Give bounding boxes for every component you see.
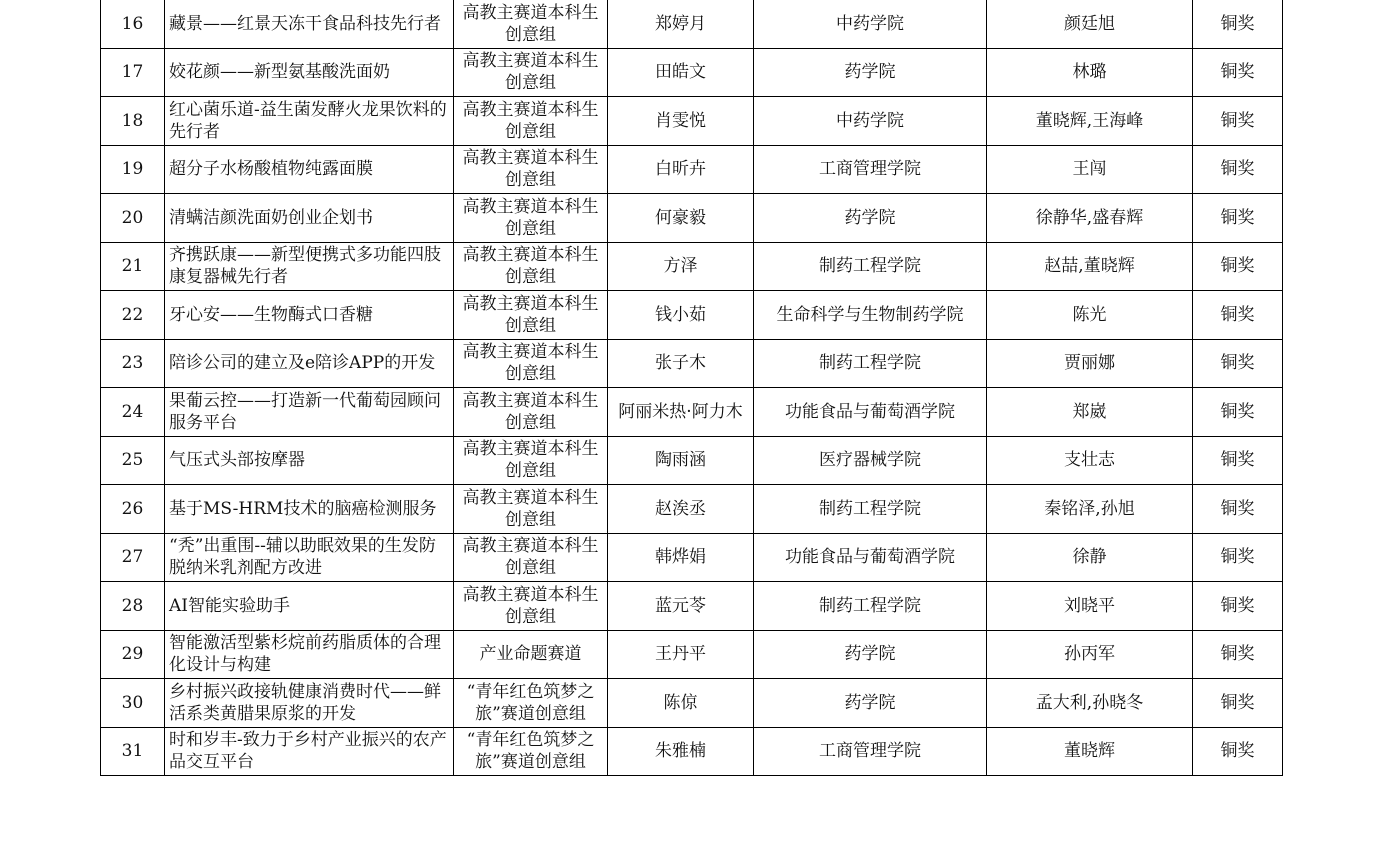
college-name: 制药工程学院 — [754, 582, 987, 631]
row-number: 26 — [101, 485, 165, 534]
row-number: 24 — [101, 388, 165, 437]
college-name: 药学院 — [754, 48, 987, 97]
table-row — [101, 97, 1283, 146]
competition-track: 高教主赛道本科生创意组 — [454, 533, 608, 582]
competition-track: 高教主赛道本科生创意组 — [454, 48, 608, 97]
student-name: 陈倞 — [608, 679, 754, 728]
table-row — [101, 679, 1283, 728]
project-name: 清螨洁颜洗面奶创业企划书 — [165, 194, 454, 243]
competition-track: 高教主赛道本科生创意组 — [454, 485, 608, 534]
advisor-names: 董晓辉,王海峰 — [987, 97, 1193, 146]
row-number: 29 — [101, 630, 165, 679]
advisor-names: 徐静华,盛春辉 — [987, 194, 1193, 243]
award-level: 铜奖 — [1193, 48, 1283, 97]
advisor-names: 孙丙军 — [987, 630, 1193, 679]
advisor-names: 颜廷旭 — [987, 0, 1193, 48]
row-number: 22 — [101, 291, 165, 340]
student-name: 阿丽米热·阿力木 — [608, 388, 754, 437]
table-row — [101, 485, 1283, 534]
award-level: 铜奖 — [1193, 533, 1283, 582]
table-row — [101, 339, 1283, 388]
college-name: 中药学院 — [754, 0, 987, 48]
award-level: 铜奖 — [1193, 97, 1283, 146]
student-name: 王丹平 — [608, 630, 754, 679]
project-name: 乡村振兴政接轨健康消费时代——鲜活系类黄腊果原浆的开发 — [165, 679, 454, 728]
advisor-names: 郑崴 — [987, 388, 1193, 437]
student-name: 田皓文 — [608, 48, 754, 97]
project-name: 陪诊公司的建立及e陪诊APP的开发 — [165, 339, 454, 388]
row-number: 19 — [101, 145, 165, 194]
project-name: 藏景——红景天冻干食品科技先行者 — [165, 0, 454, 48]
advisor-names: 徐静 — [987, 533, 1193, 582]
college-name: 医疗器械学院 — [754, 436, 987, 485]
student-name: 朱雅楠 — [608, 727, 754, 776]
award-level: 铜奖 — [1193, 242, 1283, 291]
student-name: 郑婷月 — [608, 0, 754, 48]
table-row — [101, 533, 1283, 582]
competition-track: 高教主赛道本科生创意组 — [454, 388, 608, 437]
row-number: 27 — [101, 533, 165, 582]
student-name: 陶雨涵 — [608, 436, 754, 485]
student-name: 钱小茹 — [608, 291, 754, 340]
project-name: 牙心安——生物酶式口香糖 — [165, 291, 454, 340]
award-level: 铜奖 — [1193, 145, 1283, 194]
row-number: 20 — [101, 194, 165, 243]
row-number: 31 — [101, 727, 165, 776]
advisor-names: 孟大利,孙晓冬 — [987, 679, 1193, 728]
row-number: 25 — [101, 436, 165, 485]
table-row — [101, 242, 1283, 291]
table-row — [101, 630, 1283, 679]
table-row — [101, 0, 1283, 48]
award-table — [100, 0, 1283, 776]
award-level: 铜奖 — [1193, 485, 1283, 534]
project-name: 时和岁丰-致力于乡村产业振兴的农产品交互平台 — [165, 727, 454, 776]
student-name: 方泽 — [608, 242, 754, 291]
table-row — [101, 194, 1283, 243]
project-name: 智能激活型紫杉烷前药脂质体的合理化设计与构建 — [165, 630, 454, 679]
advisor-names: 支壮志 — [987, 436, 1193, 485]
college-name: 中药学院 — [754, 97, 987, 146]
project-name: 齐携跃康——新型便携式多功能四肢康复器械先行者 — [165, 242, 454, 291]
college-name: 功能食品与葡萄酒学院 — [754, 533, 987, 582]
competition-track: 产业命题赛道 — [454, 630, 608, 679]
student-name: 肖雯悦 — [608, 97, 754, 146]
college-name: 功能食品与葡萄酒学院 — [754, 388, 987, 437]
table-row — [101, 48, 1283, 97]
project-name: 基于MS-HRM技术的脑癌检测服务 — [165, 485, 454, 534]
college-name: 工商管理学院 — [754, 145, 987, 194]
competition-track: 高教主赛道本科生创意组 — [454, 194, 608, 243]
project-name: 姣花颜——新型氨基酸洗面奶 — [165, 48, 454, 97]
award-level: 铜奖 — [1193, 339, 1283, 388]
college-name: 药学院 — [754, 194, 987, 243]
award-level: 铜奖 — [1193, 388, 1283, 437]
project-name: 气压式头部按摩器 — [165, 436, 454, 485]
project-name: AI智能实验助手 — [165, 582, 454, 631]
competition-track: 高教主赛道本科生创意组 — [454, 242, 608, 291]
row-number: 21 — [101, 242, 165, 291]
advisor-names: 董晓辉 — [987, 727, 1193, 776]
project-name: “秃”出重围--辅以助眠效果的生发防脱纳米乳剂配方改进 — [165, 533, 454, 582]
table-row — [101, 388, 1283, 437]
competition-track: 高教主赛道本科生创意组 — [454, 582, 608, 631]
table-row — [101, 727, 1283, 776]
row-number: 30 — [101, 679, 165, 728]
competition-track: “青年红色筑梦之旅”赛道创意组 — [454, 727, 608, 776]
advisor-names: 林璐 — [987, 48, 1193, 97]
advisor-names: 陈光 — [987, 291, 1193, 340]
advisor-names: 刘晓平 — [987, 582, 1193, 631]
college-name: 制药工程学院 — [754, 242, 987, 291]
competition-track: 高教主赛道本科生创意组 — [454, 97, 608, 146]
award-level: 铜奖 — [1193, 630, 1283, 679]
award-level: 铜奖 — [1193, 436, 1283, 485]
competition-track: 高教主赛道本科生创意组 — [454, 436, 608, 485]
row-number: 23 — [101, 339, 165, 388]
project-name: 红心菌乐道-益生菌发酵火龙果饮料的先行者 — [165, 97, 454, 146]
award-level: 铜奖 — [1193, 194, 1283, 243]
table-row — [101, 145, 1283, 194]
award-level: 铜奖 — [1193, 0, 1283, 48]
college-name: 工商管理学院 — [754, 727, 987, 776]
table-row — [101, 582, 1283, 631]
competition-track: 高教主赛道本科生创意组 — [454, 145, 608, 194]
competition-track: 高教主赛道本科生创意组 — [454, 339, 608, 388]
college-name: 药学院 — [754, 630, 987, 679]
row-number: 16 — [101, 0, 165, 48]
row-number: 18 — [101, 97, 165, 146]
award-level: 铜奖 — [1193, 291, 1283, 340]
student-name: 赵涘丞 — [608, 485, 754, 534]
student-name: 韩烨娟 — [608, 533, 754, 582]
table-body — [101, 0, 1283, 776]
student-name: 白昕卉 — [608, 145, 754, 194]
student-name: 蓝元苓 — [608, 582, 754, 631]
college-name: 药学院 — [754, 679, 987, 728]
student-name: 张子木 — [608, 339, 754, 388]
college-name: 生命科学与生物制药学院 — [754, 291, 987, 340]
award-level: 铜奖 — [1193, 679, 1283, 728]
advisor-names: 贾丽娜 — [987, 339, 1193, 388]
competition-track: 高教主赛道本科生创意组 — [454, 0, 608, 48]
competition-track: 高教主赛道本科生创意组 — [454, 291, 608, 340]
row-number: 17 — [101, 48, 165, 97]
award-level: 铜奖 — [1193, 582, 1283, 631]
project-name: 超分子水杨酸植物纯露面膜 — [165, 145, 454, 194]
advisor-names: 王闯 — [987, 145, 1193, 194]
project-name: 果葡云控——打造新一代葡萄园顾问服务平台 — [165, 388, 454, 437]
competition-track: “青年红色筑梦之旅”赛道创意组 — [454, 679, 608, 728]
advisor-names: 秦铭泽,孙旭 — [987, 485, 1193, 534]
college-name: 制药工程学院 — [754, 485, 987, 534]
row-number: 28 — [101, 582, 165, 631]
advisor-names: 赵喆,董晓辉 — [987, 242, 1193, 291]
table-row — [101, 436, 1283, 485]
award-level: 铜奖 — [1193, 727, 1283, 776]
student-name: 何豪毅 — [608, 194, 754, 243]
table-row — [101, 291, 1283, 340]
college-name: 制药工程学院 — [754, 339, 987, 388]
